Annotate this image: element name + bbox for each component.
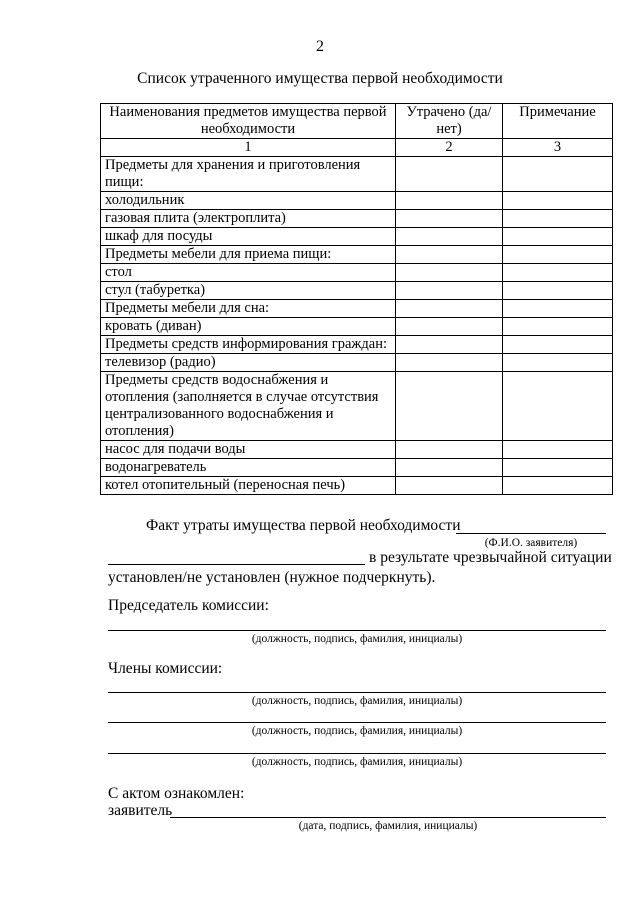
note-cell[interactable] [503, 318, 613, 336]
member-hint: (должность, подпись, фамилия, инициалы) [251, 756, 463, 768]
item-name-cell: стол [101, 264, 396, 282]
lost-cell[interactable] [396, 246, 503, 264]
table-row [101, 228, 613, 246]
acquainted-label: С актом ознакомлен: [108, 785, 245, 802]
item-name-cell: водонагреватель [101, 459, 396, 477]
emergency-field[interactable] [108, 564, 365, 565]
applicant-name-hint: (Ф.И.О. заявителя) [484, 537, 578, 549]
table-row [101, 459, 613, 477]
applicant-label: заявитель [108, 802, 173, 819]
note-cell[interactable] [503, 264, 613, 282]
table-row [101, 477, 613, 495]
column-number: 1 [101, 139, 396, 157]
item-name-cell: Предметы средств информирования граждан: [101, 336, 396, 354]
header-note: Примечание [503, 104, 613, 139]
column-number-row [101, 139, 613, 157]
applicant-name-field[interactable] [456, 533, 606, 534]
table-row [101, 210, 613, 228]
note-cell[interactable] [503, 210, 613, 228]
table-row [101, 264, 613, 282]
chairman-hint: (должность, подпись, фамилия, инициалы) [251, 633, 463, 645]
chairman-signature-line[interactable] [108, 630, 606, 631]
table-row [101, 192, 613, 210]
table-row [101, 246, 613, 264]
lost-cell[interactable] [396, 157, 503, 192]
header-lost: Утрачено (да/нет) [396, 104, 503, 139]
table-header-row [101, 104, 613, 139]
note-cell[interactable] [503, 300, 613, 318]
table-row [101, 157, 613, 192]
member-hint: (должность, подпись, фамилия, инициалы) [251, 725, 463, 737]
members-label: Члены комиссии: [108, 660, 223, 677]
note-cell[interactable] [503, 441, 613, 459]
note-cell[interactable] [503, 228, 613, 246]
fact-line-1: Факт утраты имущества первой необходимости [146, 517, 461, 534]
lost-cell[interactable] [396, 264, 503, 282]
lost-cell[interactable] [396, 192, 503, 210]
note-cell[interactable] [503, 372, 613, 441]
note-cell[interactable] [503, 157, 613, 192]
note-cell[interactable] [503, 354, 613, 372]
note-cell[interactable] [503, 459, 613, 477]
applicant-signature-hint: (дата, подпись, фамилия, инициалы) [298, 820, 478, 832]
chairman-label: Председатель комиссии: [108, 597, 269, 614]
note-cell[interactable] [503, 336, 613, 354]
note-cell[interactable] [503, 477, 613, 495]
lost-cell[interactable] [396, 441, 503, 459]
property-table [100, 103, 613, 495]
fact-line-3: установлен/не установлен (нужное подчеркнуть). [108, 569, 436, 586]
item-name-cell: Предметы средств водоснабжения и отопления (заполняется в случае отсутствия централизованного водоснабжения и отопления) [101, 372, 396, 441]
item-name-cell: Предметы мебели для сна: [101, 300, 396, 318]
page-number: 2 [316, 38, 324, 55]
item-name-cell: газовая плита (электроплита) [101, 210, 396, 228]
table-row [101, 354, 613, 372]
item-name-cell: стул (табуретка) [101, 282, 396, 300]
item-name-cell: кровать (диван) [101, 318, 396, 336]
item-name-cell: холодильник [101, 192, 396, 210]
lost-cell[interactable] [396, 210, 503, 228]
table-row [101, 282, 613, 300]
item-name-cell: котел отопительный (переносная печь) [101, 477, 396, 495]
lost-cell[interactable] [396, 282, 503, 300]
column-number: 2 [396, 139, 503, 157]
member-signature-line[interactable] [108, 692, 606, 693]
table-row [101, 441, 613, 459]
lost-cell[interactable] [396, 354, 503, 372]
note-cell[interactable] [503, 192, 613, 210]
item-name-cell: Предметы мебели для приема пищи: [101, 246, 396, 264]
lost-cell[interactable] [396, 318, 503, 336]
item-name-cell: телевизор (радио) [101, 354, 396, 372]
applicant-signature-line[interactable] [170, 817, 606, 818]
lost-cell[interactable] [396, 372, 503, 441]
member-signature-line[interactable] [108, 722, 606, 723]
note-cell[interactable] [503, 282, 613, 300]
lost-cell[interactable] [396, 228, 503, 246]
table-row [101, 372, 613, 441]
fact-line-2: в результате чрезвычайной ситуации [369, 549, 612, 566]
table-row [101, 336, 613, 354]
lost-cell[interactable] [396, 300, 503, 318]
table-row [101, 318, 613, 336]
item-name-cell: насос для подачи воды [101, 441, 396, 459]
lost-cell[interactable] [396, 336, 503, 354]
item-name-cell: Предметы для хранения и приготовления пищи: [101, 157, 396, 192]
document-title: Список утраченного имущества первой необходимости [137, 70, 503, 87]
table-row [101, 300, 613, 318]
header-items: Наименования предметов имущества первой необходимости [101, 104, 396, 139]
column-number: 3 [503, 139, 613, 157]
member-hint: (должность, подпись, фамилия, инициалы) [251, 695, 463, 707]
note-cell[interactable] [503, 246, 613, 264]
lost-cell[interactable] [396, 459, 503, 477]
lost-cell[interactable] [396, 477, 503, 495]
item-name-cell: шкаф для посуды [101, 228, 396, 246]
member-signature-line[interactable] [108, 753, 606, 754]
